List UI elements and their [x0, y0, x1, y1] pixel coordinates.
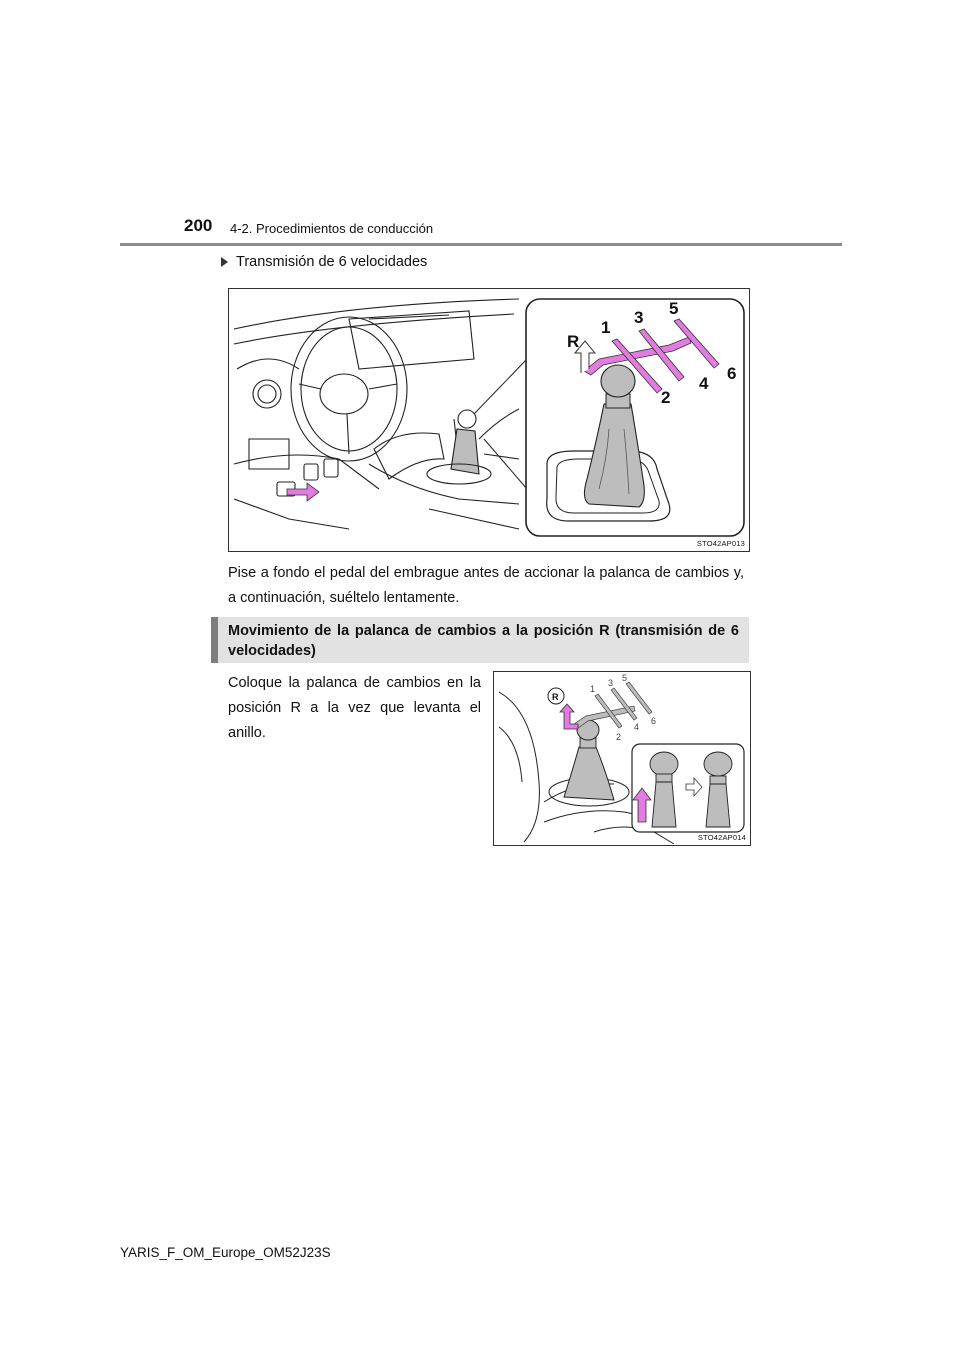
gear-label-r: R	[567, 332, 580, 351]
small-gear-label-1: 1	[590, 684, 596, 694]
figure-shift-pattern	[228, 288, 750, 552]
header-divider	[120, 243, 842, 246]
small-gear-label-3: 3	[608, 678, 614, 688]
section-title: 4-2. Procedimientos de conducción	[230, 221, 434, 236]
subheading-box	[211, 617, 749, 663]
small-gear-label-r: R	[552, 692, 559, 702]
gear-label-5: 5	[669, 299, 679, 318]
reverse-instruction-paragraph: Coloque la palanca de cambios en la posición R a la vez que levanta el anillo.	[228, 675, 481, 741]
instruction-paragraph: Pise a fondo el pedal del embrague antes de accionar la palanca de cambios y, a continuación, suéltelo lentamente.	[228, 565, 744, 606]
gear-label-4: 4	[699, 374, 709, 393]
gear-label-1: 1	[601, 318, 611, 337]
gear-label-3: 3	[634, 308, 644, 327]
gear-label-2: 2	[661, 388, 671, 407]
gear-label-6: 6	[727, 364, 737, 383]
figure-reverse-shift	[493, 671, 751, 846]
figure-reverse-shift-illustration	[494, 672, 750, 845]
footer-doc-id: YARIS_F_OM_Europe_OM52J23S	[120, 1245, 331, 1260]
subheading-text: Movimiento de la palanca de cambios a la posición R (transmisión de 6 velocidades)	[228, 623, 739, 659]
figure-code: STO42AP014	[697, 833, 746, 842]
bullet-item	[221, 254, 427, 270]
small-gear-label-4: 4	[634, 722, 640, 732]
bullet-text: Transmisión de 6 velocidades	[236, 254, 428, 270]
page-number: 200	[184, 216, 213, 235]
figure-shift-pattern-illustration	[229, 289, 749, 551]
small-gear-label-6: 6	[651, 716, 657, 726]
figure-code: STO42AP013	[696, 539, 745, 548]
small-gear-label-5: 5	[622, 673, 628, 683]
small-gear-label-2: 2	[616, 732, 622, 742]
triangle-bullet-icon	[221, 257, 228, 267]
